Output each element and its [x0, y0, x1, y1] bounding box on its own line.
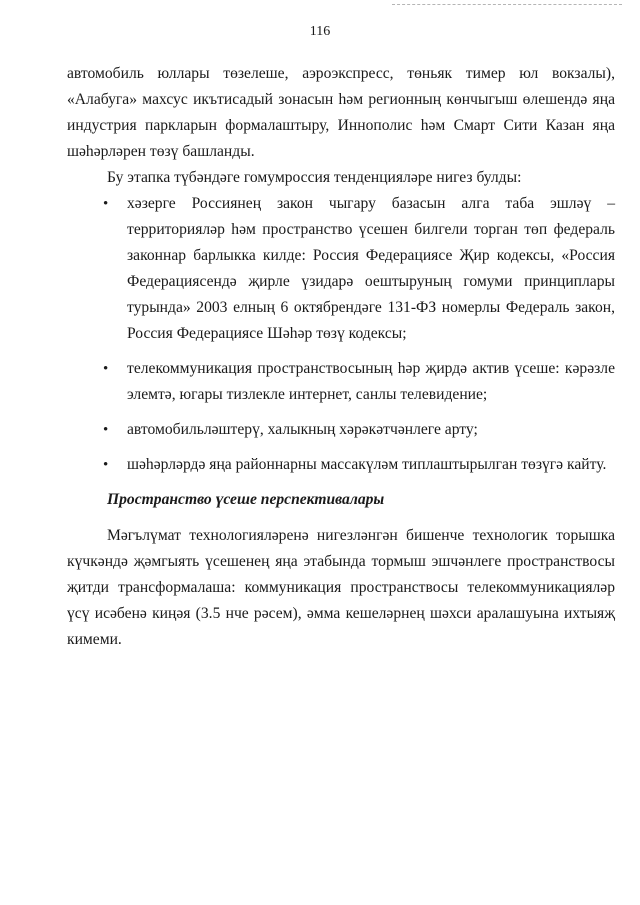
paragraph-intro: Бу этапка түбәндәге гомумроссия тенденцияләре нигез булды:: [107, 169, 522, 186]
list-item-text: телекоммуникация пространствосының һәр җирдә актив үсеше: кәрәзле элемтә, югары тизлекле интернет, санлы телевидение;: [127, 360, 615, 403]
list-item: [67, 417, 615, 443]
list-item-text: хәзерге Россиянең закон чыгару базасын алга таба эшләү – территорияләр һәм пространство үсешен билгели торган төп федераль законнар барлыкка килде: Россия Федерациясе Җир кодексы, «Россия Федерациясендә җирле үзидарә оештыруның гомуми принциплары турында» 2003 елның 6 октябрендәге 131-ФЗ номерлы Федераль закон, Россия Федерациясе Шәһәр төзү кодексы;: [127, 195, 615, 342]
bullet-icon: •: [103, 457, 109, 473]
list-item: [67, 452, 615, 478]
list-item-text: автомобильләштерү, халыкның хәрәкәтчәнлеге арту;: [127, 421, 478, 438]
list-item: [67, 191, 615, 347]
document-body: [67, 61, 615, 653]
bullet-icon: •: [103, 196, 109, 212]
list-item-text: шәһәрләрдә яңа районнарны массакүләм типлаштырылган төзүгә кайту.: [127, 456, 607, 473]
bullet-list: [67, 191, 615, 478]
page-number: 116: [309, 24, 331, 39]
paragraph-continuation: автомобиль юллары төзелеше, аэроэкспресс, төньяк тимер юл вокзалы), «Алабуга» махсус икътисадый зонасын һәм регионның көнчыгыш өлешендә яңа индустрия паркларын формалаштыру, Иннополис һәм Смарт Сити Казан яңа шәһәрләрен төзү башланды.: [67, 65, 615, 160]
bullet-icon: •: [103, 422, 109, 438]
paragraph-section: Мәгълүмат технологияләренә нигезләнгән бишенче технологик торышка күчкәндә җәмгыять үсешенең яңа этабында тормыш эшчәнлеге пространствосы җитди трансформалаша: коммуникация пространствосы телекоммуникацияләр үсү исәбенә киңәя (3.5 нче рәсем), әмма кешеләрнең шәхси аралашуына ихтыяҗ кимеми.: [67, 527, 615, 648]
bullet-icon: •: [103, 361, 109, 377]
list-item: [67, 356, 615, 408]
scan-edge-line: [392, 4, 622, 5]
section-heading: Пространство үсеше перспективалары: [107, 491, 385, 508]
